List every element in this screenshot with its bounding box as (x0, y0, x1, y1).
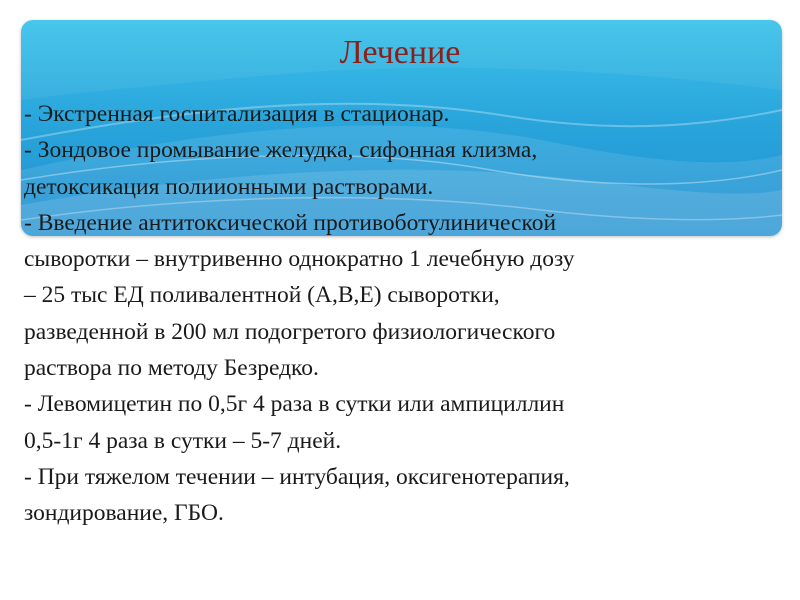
text-line: 0,5-1г 4 раза в сутки – 5-7 дней. (24, 427, 342, 454)
text-line: - Экстренная госпитализация в стационар. (24, 101, 450, 127)
text-line: - Зондовое промывание желудка, сифонная клизма, (24, 137, 538, 164)
text-line: сыворотки – внутривенно однократно 1 лечебную дозу (24, 246, 575, 273)
treatment-list (24, 96, 784, 532)
list-item (24, 132, 784, 205)
text-line: - Левомицетин по 0,5г 4 раза в сутки или ампициллин (24, 391, 565, 418)
text-line: разведенной в 200 мл подогретого физиологического (24, 318, 556, 345)
text-line: - При тяжелом течении – интубация, оксигенотерапия, (24, 463, 570, 490)
list-item (24, 386, 784, 459)
text-line: - Введение антитоксической противоботулинической (24, 209, 557, 236)
text-line: – 25 тыс ЕД поливалентной (А,В,Е) сыворотки, (24, 282, 500, 309)
text-line: раствора по методу Безредко. (24, 355, 319, 382)
list-item (24, 205, 784, 386)
text-line: зондирование, ГБО. (24, 500, 224, 527)
list-item (24, 96, 784, 132)
list-item (24, 459, 784, 532)
text-line: детоксикация полиионными растворами. (24, 173, 434, 200)
slide-title: Лечение (339, 34, 461, 71)
